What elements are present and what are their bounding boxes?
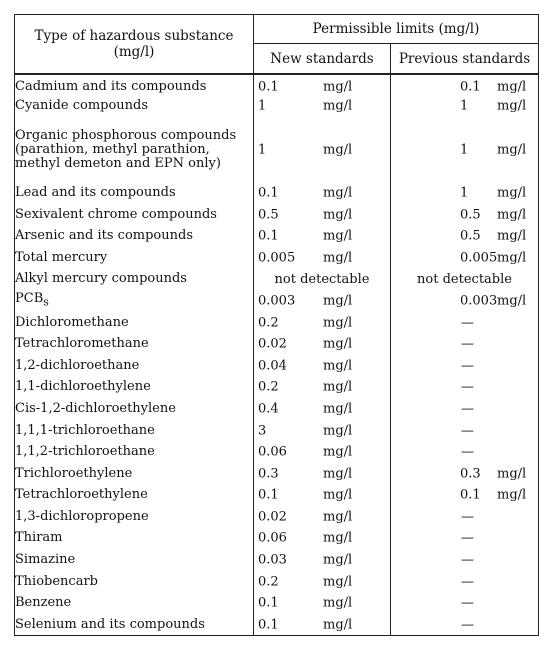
substance-name: 1,2-dichloroethane (15, 355, 254, 377)
new-value: 0.03 (258, 552, 287, 568)
no-previous-standard-dash: — (461, 574, 474, 590)
previous-unit: mg/l (497, 466, 527, 482)
previous-value: 1 (460, 185, 469, 201)
table-row (15, 549, 539, 571)
new-value: 0.1 (258, 228, 279, 244)
substance-name: Dichloromethane (15, 312, 254, 334)
new-value: 0.02 (258, 509, 287, 525)
substance-name: Thiobencarb (15, 571, 254, 593)
new-standard-cell (254, 74, 391, 96)
new-unit: mg/l (323, 207, 353, 223)
substance-name: 1,1,2-trichloroethane (15, 441, 254, 463)
substance-name: Simazine (15, 549, 254, 571)
new-value: 0.4 (258, 401, 279, 417)
no-previous-standard-dash: — (461, 552, 474, 568)
previous-standard-cell (391, 182, 539, 204)
previous-standard-cell (391, 485, 539, 507)
new-standard-cell (254, 290, 391, 312)
new-unit: mg/l (323, 487, 353, 503)
previous-standards-header: Previous standards (391, 44, 539, 75)
new-unit: mg/l (323, 444, 353, 460)
substance-name: Tetrachloroethylene (15, 485, 254, 507)
new-value: 0.2 (258, 574, 279, 590)
substance-name: 1,3-dichloropropene (15, 506, 254, 528)
previous-unit: mg/l (497, 207, 527, 223)
new-unit: mg/l (323, 617, 353, 633)
table-row (15, 377, 539, 399)
substance-name: Total mercury (15, 247, 254, 269)
substance-column-header: Type of hazardous substance (mg/l) (15, 15, 254, 75)
new-value: 0.3 (258, 466, 279, 482)
new-unit: mg/l (323, 358, 353, 374)
previous-standard-cell (391, 463, 539, 485)
new-unit: mg/l (323, 509, 353, 525)
new-standard-cell (254, 377, 391, 399)
previous-standard-cell: not detectable (391, 269, 539, 291)
new-standard-cell (254, 204, 391, 226)
no-previous-standard-dash: — (461, 336, 474, 352)
table-row (15, 290, 539, 312)
previous-standard-cell (391, 549, 539, 571)
new-standard-cell (254, 571, 391, 593)
table-row (15, 247, 539, 269)
new-value: 0.1 (258, 595, 279, 611)
new-value: 1 (258, 142, 267, 158)
new-standard-cell (254, 117, 391, 182)
new-standard-cell (254, 312, 391, 334)
previous-value: 0.003 (460, 293, 498, 309)
previous-unit: mg/l (497, 250, 527, 266)
previous-standard-cell (391, 333, 539, 355)
substance-name: Tetrachloromethane (15, 333, 254, 355)
new-unit: mg/l (323, 423, 353, 439)
substance-name: Thiram (15, 528, 254, 550)
new-unit: mg/l (323, 185, 353, 201)
table-row (15, 441, 539, 463)
previous-standard-cell (391, 441, 539, 463)
table-row (15, 420, 539, 442)
substance-name: 1,1-dichloroethylene (15, 377, 254, 399)
previous-standard-cell (391, 312, 539, 334)
new-unit: mg/l (323, 401, 353, 417)
previous-standard-cell (391, 571, 539, 593)
substance-name: Lead and its compounds (15, 182, 254, 204)
new-value: 0.02 (258, 336, 287, 352)
new-unit: mg/l (323, 98, 353, 114)
substance-name: Selenium and its compounds (15, 614, 254, 636)
table-row (15, 182, 539, 204)
new-unit: mg/l (323, 250, 353, 266)
new-standard-cell (254, 355, 391, 377)
substance-name: Arsenic and its compounds (15, 225, 254, 247)
new-standard-cell: not detectable (254, 269, 391, 291)
new-unit: mg/l (323, 315, 353, 331)
new-standard-cell (254, 333, 391, 355)
new-standard-cell (254, 463, 391, 485)
previous-standard-cell (391, 225, 539, 247)
new-unit: mg/l (323, 79, 353, 95)
table-row (15, 463, 539, 485)
substance-name: Cadmium and its compounds (15, 74, 254, 96)
previous-value: 1 (460, 98, 469, 114)
new-unit: mg/l (323, 379, 353, 395)
previous-standard-cell (391, 528, 539, 550)
previous-value: 1 (460, 142, 469, 158)
no-previous-standard-dash: — (461, 358, 474, 374)
no-previous-standard-dash: — (461, 423, 474, 439)
new-standard-cell (254, 506, 391, 528)
previous-standard-cell (391, 377, 539, 399)
new-unit: mg/l (323, 293, 353, 309)
new-unit: mg/l (323, 466, 353, 482)
new-value: 0.5 (258, 207, 279, 223)
substance-name: Trichloroethylene (15, 463, 254, 485)
new-standard-cell (254, 485, 391, 507)
new-unit: mg/l (323, 142, 353, 158)
substance-name (15, 290, 254, 312)
previous-standard-cell (391, 117, 539, 182)
previous-unit: mg/l (497, 79, 527, 95)
new-value: 0.2 (258, 379, 279, 395)
no-previous-standard-dash: — (461, 617, 474, 633)
new-standard-cell (254, 96, 391, 118)
previous-value: 0.1 (460, 79, 481, 95)
new-value: 0.04 (258, 358, 287, 374)
previous-value: 0.1 (460, 487, 481, 503)
previous-standard-cell (391, 420, 539, 442)
substance-name: Alkyl mercury compounds (15, 269, 254, 291)
table-row (15, 592, 539, 614)
no-previous-standard-dash: — (461, 595, 474, 611)
no-previous-standard-dash: — (461, 401, 474, 417)
new-standard-cell (254, 420, 391, 442)
new-value: 3 (258, 423, 267, 439)
new-value: 1 (258, 98, 267, 114)
new-value: 0.1 (258, 617, 279, 633)
previous-unit: mg/l (497, 487, 527, 503)
previous-value: 0.5 (460, 228, 481, 244)
previous-standard-cell (391, 398, 539, 420)
previous-standard-cell (391, 96, 539, 118)
new-unit: mg/l (323, 552, 353, 568)
substance-name-main: PCB (15, 291, 44, 307)
new-value: 0.1 (258, 185, 279, 201)
table-row (15, 571, 539, 593)
new-unit: mg/l (323, 530, 353, 546)
no-previous-standard-dash: — (461, 379, 474, 395)
new-standard-cell (254, 398, 391, 420)
hazardous-substance-limits-table (14, 14, 539, 636)
new-value: 0.005 (258, 250, 296, 266)
new-unit: mg/l (323, 228, 353, 244)
substance-name-subscript: s (43, 295, 49, 309)
table-row (15, 485, 539, 507)
new-standard-cell (254, 528, 391, 550)
substance-name: Organic phosphorous compounds (parathion, methyl parathion, methyl demeton and EPN only) (15, 117, 254, 182)
table-row (15, 333, 539, 355)
new-standard-cell (254, 225, 391, 247)
no-previous-standard-dash: — (461, 315, 474, 331)
table-row (15, 528, 539, 550)
new-value: 0.06 (258, 444, 287, 460)
substance-name: Cyanide compounds (15, 96, 254, 118)
substance-name: Sexivalent chrome compounds (15, 204, 254, 226)
no-previous-standard-dash: — (461, 530, 474, 546)
new-value: 0.1 (258, 487, 279, 503)
substance-name: Benzene (15, 592, 254, 614)
no-previous-standard-dash: — (461, 509, 474, 525)
previous-unit: mg/l (497, 142, 527, 158)
new-unit: mg/l (323, 574, 353, 590)
table-row (15, 96, 539, 118)
new-value: 0.1 (258, 79, 279, 95)
new-standard-cell (254, 614, 391, 636)
new-unit: mg/l (323, 336, 353, 352)
new-value: 0.003 (258, 293, 296, 309)
substance-name: 1,1,1-trichloroethane (15, 420, 254, 442)
table-row (15, 355, 539, 377)
new-standards-header: New standards (254, 44, 391, 75)
previous-unit: mg/l (497, 293, 527, 309)
new-value: 0.2 (258, 315, 279, 331)
previous-standard-cell (391, 614, 539, 636)
previous-unit: mg/l (497, 98, 527, 114)
table-row (15, 312, 539, 334)
previous-standard-cell (391, 355, 539, 377)
table-row (15, 204, 539, 226)
new-standard-cell (254, 592, 391, 614)
table-row (15, 614, 539, 636)
previous-unit: mg/l (497, 185, 527, 201)
table-row (15, 269, 539, 291)
previous-standard-cell (391, 290, 539, 312)
new-standard-cell (254, 441, 391, 463)
previous-value: 0.3 (460, 466, 481, 482)
table-row (15, 225, 539, 247)
previous-standard-cell (391, 247, 539, 269)
new-standard-cell (254, 247, 391, 269)
table-row (15, 117, 539, 182)
previous-unit: mg/l (497, 228, 527, 244)
previous-standard-cell (391, 74, 539, 96)
previous-standard-cell (391, 592, 539, 614)
new-standard-cell (254, 182, 391, 204)
table-row (15, 506, 539, 528)
previous-value: 0.5 (460, 207, 481, 223)
substance-name: Cis-1,2-dichloroethylene (15, 398, 254, 420)
new-unit: mg/l (323, 595, 353, 611)
previous-value: 0.005 (460, 250, 498, 266)
no-previous-standard-dash: — (461, 444, 474, 460)
new-standard-cell (254, 549, 391, 571)
table-row (15, 74, 539, 96)
previous-standard-cell (391, 506, 539, 528)
permissible-limits-header: Permissible limits (mg/l) (254, 15, 539, 44)
previous-standard-cell (391, 204, 539, 226)
table-row (15, 398, 539, 420)
new-value: 0.06 (258, 530, 287, 546)
